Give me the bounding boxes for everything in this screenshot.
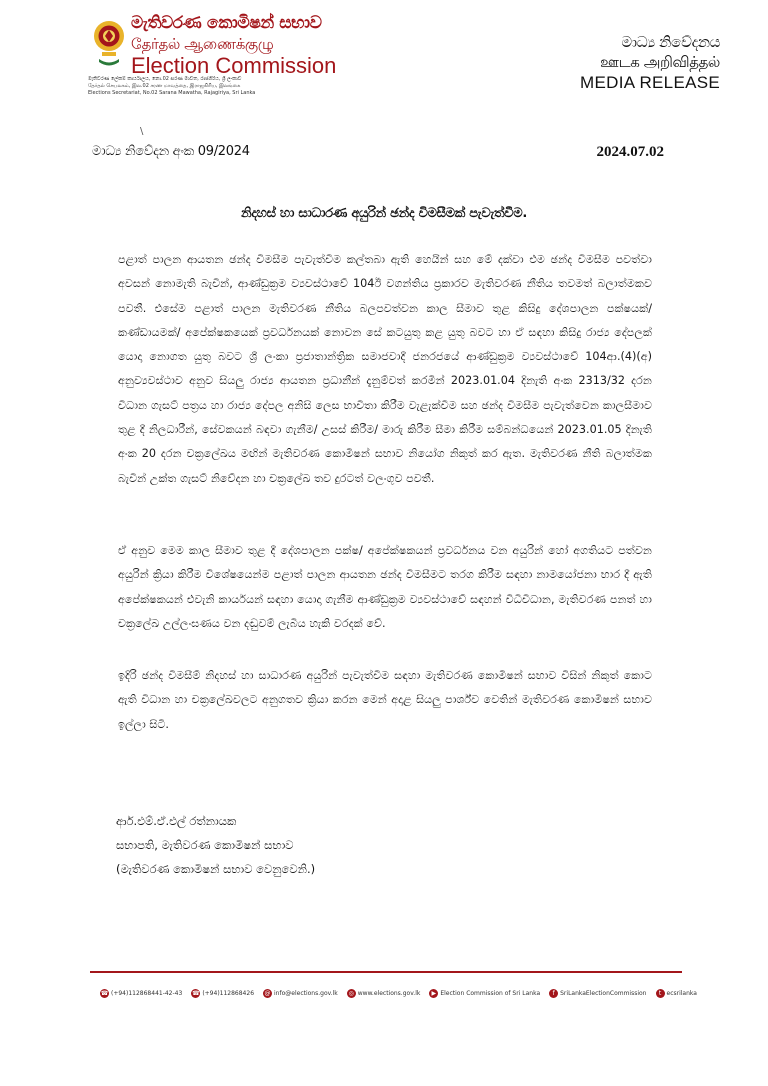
org-name-tamil: தேர்தல் ஆணைக்குழு (131, 35, 274, 53)
paragraph: ඉදිරි ඡන්ද විමසීම් නිදහස් හා සාධාරණ අයුරින් පැවැත්වීම සඳහා මැතිවරණ කොමිෂන් සභාව විසින් නිකුත් කොට ඇති විධාන හා චක්‍රලේඛවලට අනුගතව ක්‍රියා කරන මෙන් අදාළ සියලු පාර්ශ්ව වෙතින් මැතිවරණ කොමිෂන් සභාව ඉල්ලා සිටී. (118, 669, 652, 731)
letterhead (0, 0, 768, 118)
org-name-sinhala: මැතිවරණ කොමිෂන් සභාව (131, 13, 322, 33)
stray-mark: \ (140, 126, 144, 137)
signatory-name: ආර්.එම්.ඒ.එල් රත්නායක (116, 814, 237, 828)
signature-block (116, 809, 315, 881)
national-emblem-icon (92, 18, 126, 70)
youtube-icon: ▶ (429, 989, 438, 998)
org-name-english: Election Commission (131, 53, 337, 78)
signatory-note: (මැතිවරණ කොමිෂන් සභාව වෙනුවෙනි.) (116, 862, 316, 876)
paragraph: ඒ අනුව මෙම කාල සීමාව තුළ දී දේශපාලන පක්ෂ/ අපේක්ෂකයන් ප්‍රවර්ධනය වන අයුරින් හෝ අගතියට පත්වන අයුරින් ක්‍රියා කිරීම විශේෂයෙන්ම පළාත් පාලන ආයතන ඡන්ද විමසීමට තරග කිරීම සඳහා නාමයෝජනා භාර දී ඇති අපේක්ෂකයන් එවැනි කාර්යයන් සඳහා යොදා ගැනීම ආණ්ඩුක්‍රම ව්‍යවස්ථාවේ සඳහන් විධිවිධාන, මැතිවරණ පනත් හා චක්‍රලේඛ උල්ලංඝණය වන දඬුවම් ලැබිය හැකි වරදක් වේ. (118, 543, 652, 630)
document-title: නිදහස් හා සාධාරණ අයුරින් ඡන්ද විමසීමක් පැවැත්වීම. (240, 206, 528, 221)
media-release-tamil: ஊடக அறிவித்தல் (600, 53, 720, 71)
media-release-english: MEDIA RELEASE (580, 73, 720, 92)
media-release-sinhala: මාධ්‍ය නිවේදනය (621, 33, 720, 51)
paragraph: පළාත් පාලන ආයතන ඡන්ද විමසීම පැවැත්වීම කල්තබා ඇති හෙයින් සහ මේ දක්වා එම ඡන්ද විමසීම පවත්වා අවසන් නොමැති බැවින්, ආණ්ඩුක්‍රම ව්‍යවස්ථාවේ 104ඊ වගන්තිය ප්‍රකාරව මැතිවරණ නීතිය තවමත් බලාත්මකව පවතී. එසේම පළාත් පාලන මැතිවරණ නීතිය බලපවත්වන කාල සීමාව තුළ කිසිදු දේශපාලන පක්ෂයක්/ කණ්ඩායමක්/ අපේක්ෂකයෙක් ප්‍රවර්ධනයක් නොවන සේ කටයුතු කළ යුතු බවට හා ඒ සඳහා කිසිදු රාජ්‍ය දේපලක් යොදා නොගත යුතු බවට ශ්‍රී ලංකා ප්‍රජාතාන්ත්‍රික සමාජවාදී ජනරජයේ ආණ්ඩුක්‍රම ව්‍යවස්ථාවේ 104ආ.(4)(අ) අනුව්‍යවස්ථාව අනුව සියලු රාජ්‍ය ආයතන ප්‍රධානීන් දැනුම්වත් කරමින් 2023.01.04 දිනැති අංක 2313/32 දරන විධාන ගැසට් පත්‍රය හා රාජ්‍ය දේපල අනිසි ලෙස භාවිතා කිරීම වැළැක්වීම සහ ඡන්ද විමසීම පැවැත්වෙන කාලසීමාව තුළ දී නිලධාරීන්, සේවකයන් බඳවා ගැනීම/ උසස් කිරීම/ මාරු කිරීම සීමා කිරීම සම්බන්ධයෙන් 2023.01.05 දිනැති අංක 20 දරන චක්‍රලේඛය මඟින් මැතිවරණ කොමිෂන් සභාව නියෝග නිකුත් කර ඇත. මැතිවරණ නීති බලාත්මක බැවින් උක්ත ගැසට් නිවේදන හා චක්‍රලේඛ තව දුරටත් වලංගුව පවතී. (118, 253, 652, 485)
address-tamil: தேர்தல் செயலகம், இல.02 சரண மாவத்தை, இராஜகிரிய, இலங்கை (88, 83, 241, 89)
document-body (118, 248, 652, 737)
email-icon: @ (264, 989, 271, 997)
twitter-icon: t (656, 989, 665, 998)
footer-phone: ☎ (+94)112868441-42-43 (100, 989, 183, 997)
address-block (88, 76, 338, 97)
footer-facebook[interactable]: f SriLankaElectionCommission (549, 989, 646, 998)
footer-fax: ☎ (+94)112868426 (192, 989, 255, 997)
release-date: 2024.07.02 (596, 144, 664, 160)
footer-divider (90, 971, 682, 973)
reference-number: මාධ්‍ය නිවේදන අංක 09/2024 (92, 144, 250, 159)
globe-icon: ◎ (348, 989, 354, 997)
footer-twitter[interactable]: t ecsrilanka (656, 989, 697, 998)
footer-youtube[interactable]: ▶ Election Commission of Sri Lanka (429, 989, 540, 998)
organization-name (131, 12, 336, 78)
phone-icon: ☎ (100, 989, 109, 997)
footer-website[interactable]: ◎ www.elections.gov.lk (348, 989, 421, 997)
address-sinhala: මැතිවරණ ලේකම් කාර්යාලය, නො.02 සරණ මාවත, රාජගිරිය, ශ්‍රී ලංකාව (88, 76, 242, 82)
contact-footer (100, 985, 720, 1001)
address-english: Elections Secretariat, No.02 Sarana Mawatha, Rajagiriya, Sri Lanka (88, 90, 256, 96)
facebook-icon: f (549, 989, 558, 998)
media-release-label (580, 32, 720, 94)
footer-email[interactable]: @ info@elections.gov.lk (264, 989, 338, 997)
signatory-position: සභාපති, මැතිවරණ කොමිෂන් සභාව (116, 838, 294, 852)
fax-icon: ☎ (192, 989, 200, 997)
